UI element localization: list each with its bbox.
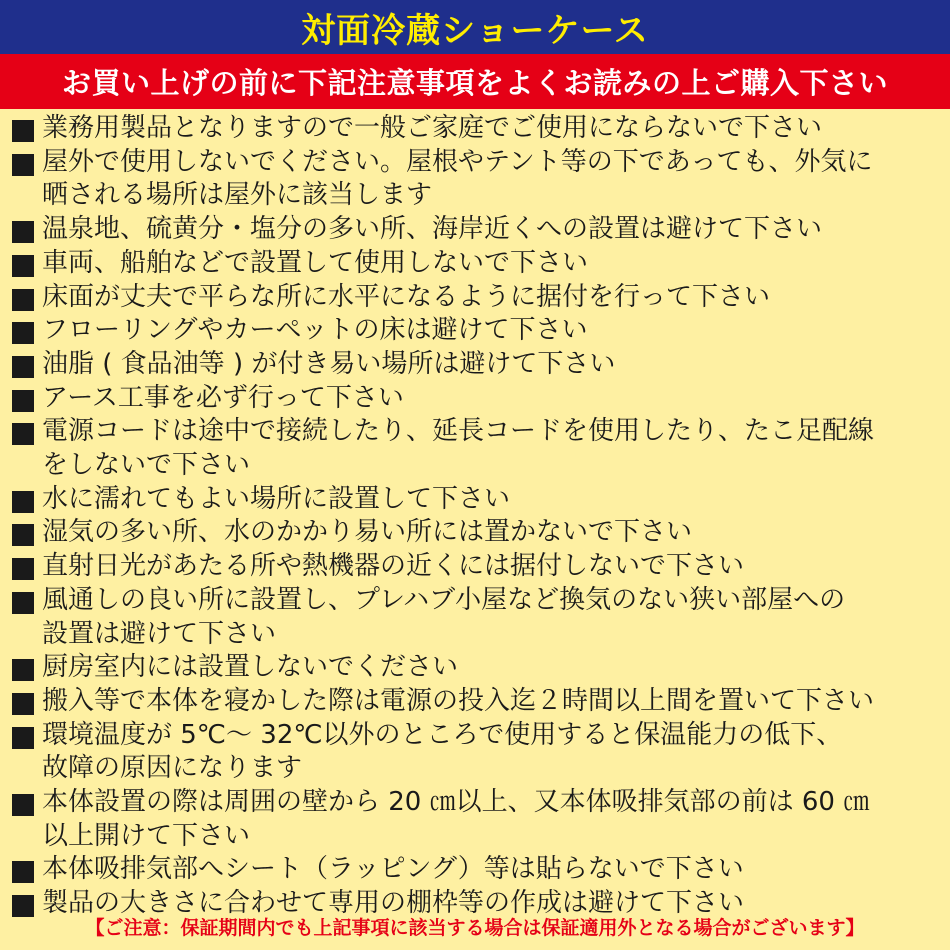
- warranty-note-text: 【ご注意：保証期間内でも上記事項に該当する場合は保証適用外となる場合がございます】: [85, 916, 865, 939]
- black-square-icon: [12, 861, 34, 883]
- list-item: [0, 651, 950, 685]
- black-square-icon: [12, 423, 34, 445]
- notice-text: 製品の大きさに合わせて専用の棚枠等の作成は避けて下さい: [42, 888, 745, 919]
- black-square-icon: [12, 322, 34, 344]
- black-square-icon: [12, 154, 34, 176]
- notice-text: 搬入等で本体を寝かした際は電源の投入迄２時間以上間を置いて下さい: [42, 685, 875, 716]
- notice-text: 本体設置の際は周囲の壁から 20 ㎝以上、又本体吸排気部の前は 60 ㎝ 以上開けて下さい: [42, 787, 870, 851]
- list-item: [0, 786, 950, 853]
- notice-text: アース工事を必ず行って下さい: [42, 382, 404, 413]
- black-square-icon: [12, 524, 34, 546]
- list-item: [0, 281, 950, 315]
- list-item: [0, 685, 950, 719]
- black-square-icon: [12, 659, 34, 681]
- list-item: [0, 550, 950, 584]
- warranty-note: [0, 911, 950, 941]
- black-square-icon: [12, 390, 34, 412]
- black-square-icon: [12, 221, 34, 243]
- title-bar: [0, 0, 950, 54]
- subtitle-bar: [0, 54, 950, 109]
- list-item: [0, 146, 950, 213]
- list-item: [0, 247, 950, 281]
- list-item: [0, 314, 950, 348]
- list-item: [0, 112, 950, 146]
- notice-text: 風通しの良い所に設置し、プレハブ小屋など換気のない狭い部屋への 設置は避けて下さい: [42, 584, 846, 649]
- notice-text: 直射日光があたる所や熱機器の近くには据付しないで下さい: [42, 551, 745, 582]
- list-item: [0, 382, 950, 416]
- black-square-icon: [12, 558, 34, 580]
- page-subtitle: お買い上げの前に下記注意事項をよくお読みの上ご購入下さい: [61, 66, 888, 100]
- notice-text: 車両、船舶などで設置して使用しないで下さい: [42, 247, 589, 278]
- notice-text: 湿気の多い所、水のかかり易い所には置かないで下さい: [42, 517, 693, 548]
- black-square-icon: [12, 356, 34, 378]
- notice-text: 業務用製品となりますので一般ご家庭でご使用にならないで下さい: [42, 113, 823, 143]
- black-square-icon: [12, 289, 34, 311]
- notice-text: 環境温度が 5℃～ 32℃以外のところで使用すると保温能力の低下、 故障の原因になります: [42, 719, 843, 784]
- notice-text: 水に濡れてもよい場所に設置して下さい: [42, 483, 511, 514]
- list-item: [0, 584, 950, 651]
- notice-text: 温泉地、硫黄分・塩分の多い所、海岸近くへの設置は避けて下さい: [42, 214, 823, 245]
- list-item: [0, 348, 950, 382]
- notice-text: 油脂 ( 食品油等 ) が付き易い場所は避けて下さい: [42, 348, 616, 379]
- notice-text: 電源コードは途中で接続したり、延長コードを使用したり、たこ足配線 をしないで下さい: [42, 416, 875, 481]
- notice-text: 床面が丈夫で平らな所に水平になるように据付を行って下さい: [42, 281, 771, 312]
- black-square-icon: [12, 592, 34, 614]
- black-square-icon: [12, 120, 34, 142]
- black-square-icon: [12, 693, 34, 715]
- notice-list: [0, 112, 950, 921]
- black-square-icon: [12, 491, 34, 513]
- notice-text: 本体吸排気部へシート（ラッピング）等は貼らないで下さい: [42, 854, 744, 885]
- list-item: [0, 516, 950, 550]
- black-square-icon: [12, 794, 34, 816]
- list-item: [0, 213, 950, 247]
- notice-text: 厨房室内には設置しないでください: [42, 652, 459, 683]
- page-title: 対面冷蔵ショーケース: [301, 10, 649, 51]
- list-item: [0, 483, 950, 517]
- list-item: [0, 719, 950, 786]
- notice-text: フローリングやカーペットの床は避けて下さい: [42, 315, 588, 346]
- list-item: [0, 853, 950, 887]
- black-square-icon: [12, 255, 34, 277]
- notice-text: 屋外で使用しないでください。屋根やテント等の下であっても、外気に 晒される場所は屋外に該当します: [42, 146, 873, 211]
- list-item: [0, 415, 950, 482]
- black-square-icon: [12, 727, 34, 749]
